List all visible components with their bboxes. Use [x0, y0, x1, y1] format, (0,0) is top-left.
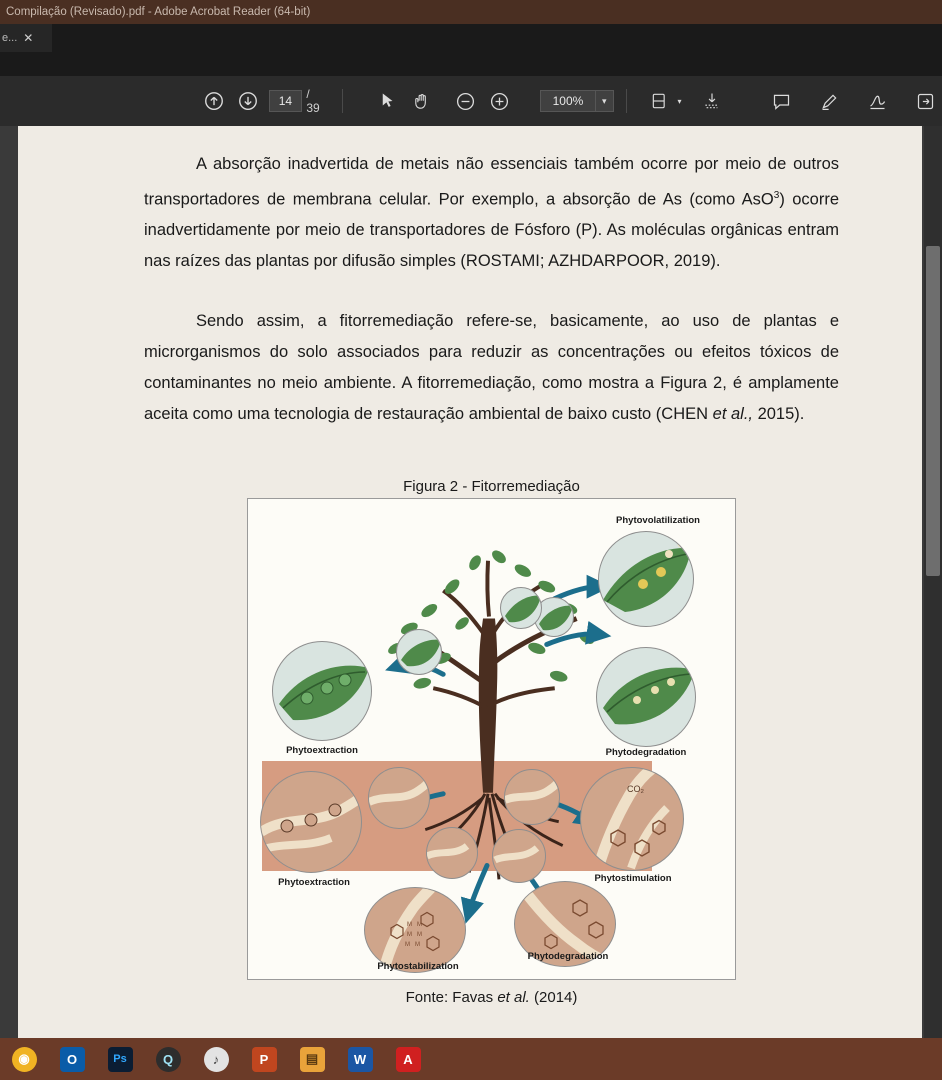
bubble-phytostimulation — [580, 767, 684, 871]
comment-icon[interactable] — [765, 84, 799, 118]
vertical-scrollbar[interactable] — [924, 126, 942, 1038]
taskbar-item-chrome[interactable] — [0, 1038, 48, 1080]
bubble-phytovolatilization — [598, 531, 694, 627]
svg-text:M: M — [407, 932, 412, 938]
zoom-level-input[interactable]: 100% — [540, 90, 596, 112]
paragraph-1-superscript: 3 — [773, 189, 780, 201]
figure-image — [247, 498, 736, 980]
paragraph-1-post: ) ocorre inadvertidamente por meio de transportadores de Fósforo (P). As moléculas orgânicas entram nas raízes das plantas por difusão simples (ROSTAMI; AZHDARPOOR, 2019). — [144, 190, 839, 270]
paragraph-1 — [144, 149, 839, 278]
taskbar-item-photoshop[interactable] — [96, 1038, 144, 1080]
label-phytostabilization: Phytostabilization — [377, 961, 459, 972]
zoom-out-icon[interactable] — [449, 84, 483, 118]
label-phytoextraction-lower: Phytoextraction — [278, 877, 350, 888]
acrobat-icon: A — [396, 1047, 421, 1072]
paragraph-2 — [144, 306, 839, 430]
svg-text:CO₂: CO₂ — [627, 784, 644, 794]
zoom-in-icon[interactable] — [482, 84, 516, 118]
title-bar — [0, 0, 942, 24]
page-number-input[interactable]: 14 — [269, 90, 303, 112]
hand-icon[interactable] — [405, 84, 439, 118]
chrome-icon: ◉ — [12, 1047, 37, 1072]
taskbar-item-media-player[interactable] — [192, 1038, 240, 1080]
scrollbar-thumb[interactable] — [926, 246, 940, 576]
toolbar-divider-2 — [626, 89, 627, 113]
folder-icon: ▤ — [300, 1047, 325, 1072]
svg-text:M: M — [417, 922, 422, 928]
toolbar-divider — [342, 89, 343, 113]
label-phytostimulation: Phytostimulation — [594, 873, 672, 884]
figure-source-prefix: Fonte: Favas — [405, 989, 498, 1006]
paragraph-2-post: 2015). — [753, 404, 805, 423]
taskbar-item-file-explorer[interactable] — [288, 1038, 336, 1080]
document-tab[interactable] — [0, 24, 52, 52]
taskbar-item-powerpoint[interactable] — [240, 1038, 288, 1080]
svg-text:M: M — [417, 932, 422, 938]
figure-source — [144, 989, 839, 1006]
fit-page-chevron-icon[interactable]: ▾ — [677, 96, 682, 106]
previous-page-button[interactable] — [197, 84, 231, 118]
chevron-down-icon[interactable]: ▾ — [596, 90, 614, 112]
small-node-4 — [368, 767, 430, 829]
page-total-label: / 39 — [306, 87, 320, 115]
figure-source-italic: et al. — [497, 989, 530, 1006]
label-phytodegradation-upper: Phytodegradation — [605, 747, 687, 758]
outlook-icon: O — [60, 1047, 85, 1072]
small-node-6 — [426, 827, 478, 879]
svg-text:M: M — [415, 942, 420, 948]
small-node-7 — [492, 829, 546, 883]
toolbar — [0, 76, 942, 126]
taskbar-item-word[interactable] — [336, 1038, 384, 1080]
svg-text:M: M — [405, 942, 410, 948]
label-phytovolatilization: Phytovolatilization — [616, 515, 700, 526]
taskbar-item-search[interactable] — [144, 1038, 192, 1080]
highlighter-icon[interactable] — [813, 84, 847, 118]
close-icon[interactable]: ✕ — [23, 31, 34, 45]
small-node-1 — [396, 629, 442, 675]
next-page-button[interactable] — [231, 84, 265, 118]
small-node-5 — [504, 769, 560, 825]
figure-source-suffix: (2014) — [529, 989, 578, 1006]
share-icon[interactable] — [908, 84, 942, 118]
paragraph-2-italic: et al., — [712, 404, 753, 423]
pdf-page — [18, 126, 922, 1038]
bubble-phytoextraction-upper — [272, 641, 372, 741]
tab-strip — [0, 24, 942, 76]
powerpoint-icon: P — [252, 1047, 277, 1072]
document-tab-label: e... — [2, 32, 18, 44]
paragraph-1-pre: A absorção inadvertida de metais não essenciais também ocorre por meio de outros transportadores de membrana celular. Por exemplo, a absorção de As (como AsO — [144, 154, 839, 208]
label-phytoextraction-upper: Phytoextraction — [286, 745, 358, 756]
taskbar — [0, 1038, 942, 1080]
window-title: Compilação (Revisado).pdf - Adobe Acrobat Reader (64-bit) — [6, 6, 311, 18]
search-icon: Q — [156, 1047, 181, 1072]
svg-text:M: M — [407, 922, 412, 928]
small-node-3 — [500, 587, 542, 629]
photoshop-icon: Ps — [108, 1047, 133, 1072]
word-icon: W — [348, 1047, 373, 1072]
bubble-phytoextraction-lower — [260, 771, 362, 873]
document-viewport[interactable] — [18, 126, 922, 1038]
bubble-phytodegradation-upper — [596, 647, 696, 747]
cursor-icon[interactable] — [371, 84, 405, 118]
taskbar-item-acrobat[interactable] — [384, 1038, 432, 1080]
page-scroll-icon[interactable] — [695, 84, 729, 118]
fit-page-button[interactable] — [643, 84, 677, 118]
taskbar-item-outlook[interactable] — [48, 1038, 96, 1080]
figure-caption: Figura 2 - Fitorremediação — [403, 478, 580, 495]
media-player-icon: ♪ — [204, 1047, 229, 1072]
label-phytodegradation-lower: Phytodegradation — [527, 951, 609, 962]
sign-icon[interactable] — [861, 84, 895, 118]
paragraph-2-pre: Sendo assim, a fitorremediação refere-se, basicamente, ao uso de plantas e microrganismos do solo associados para reduzir as concentrações ou efeitos tóxicos de contaminantes no meio ambiente. A fitorremediação, como mostra a Figura 2, é amplamente aceita como uma tecnologia de restauração ambiental de baixo custo (CHEN — [144, 311, 839, 423]
